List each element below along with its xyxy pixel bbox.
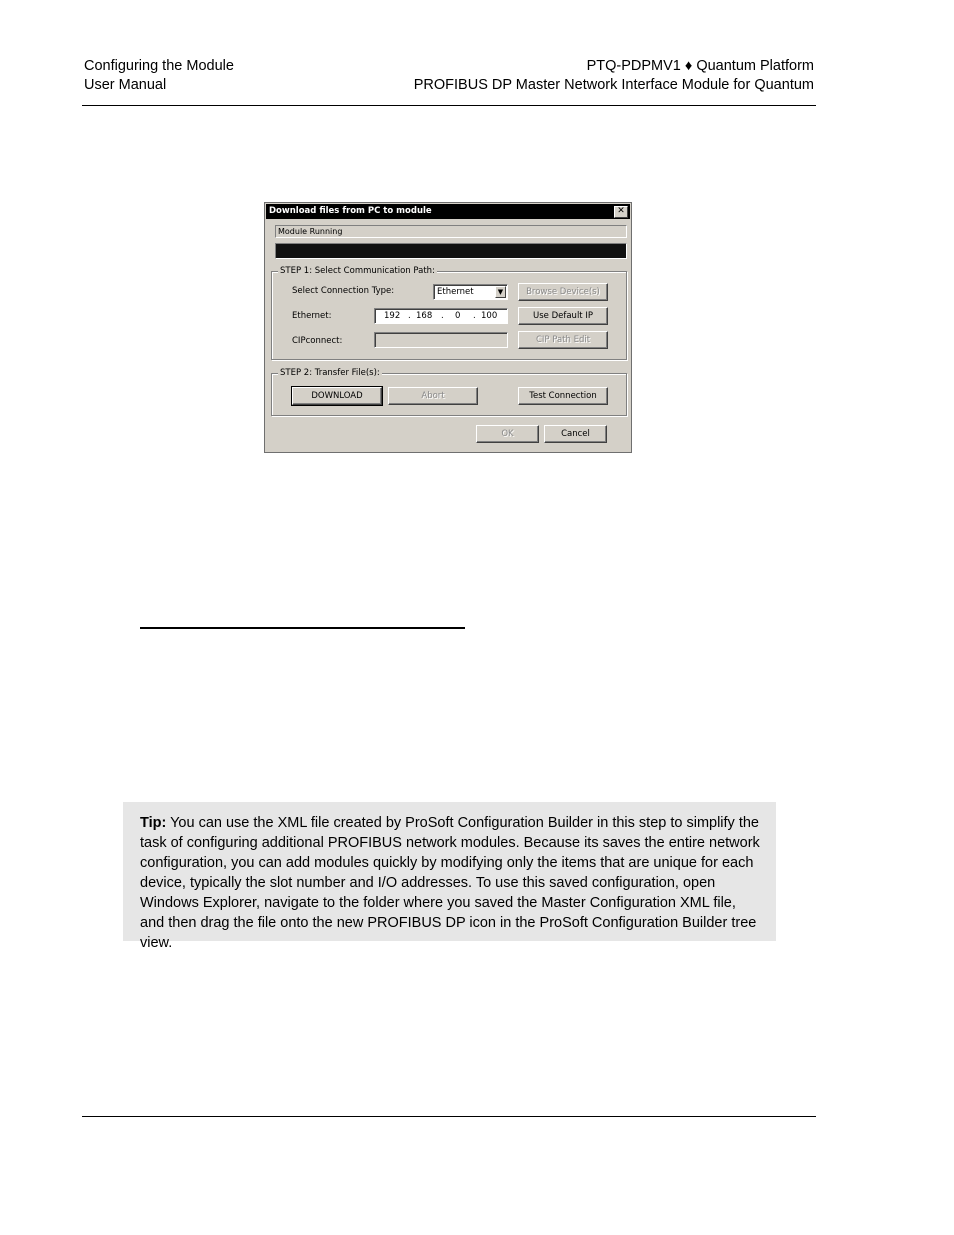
chevron-down-icon[interactable]: ▼: [495, 286, 506, 298]
ip-octet-4: 100: [481, 311, 498, 321]
browse-device-button[interactable]: Browse Device(s): [518, 283, 608, 301]
product-title: PTQ-PDPMV1 ♦ Quantum Platform: [586, 58, 814, 74]
ip-octet-1: 192: [384, 311, 401, 321]
ip-address-field[interactable]: [374, 308, 508, 324]
dialog-title: Download files from PC to module: [269, 206, 432, 216]
tip-text: You can use the XML file created by ProSoft Configuration Builder in this step to simplify the task of configuring additional PROFIBUS network modules. Because its saves the entire network configuration, you can add modules quickly by modifying only the items that are unique for each device, typically the slot number and I/O addresses. To use this saved configuration, open Windows Explorer, navigate to the folder where you saved the Master Configuration XML file, and then drag the file onto the new PROFIBUS DP icon in the ProSoft Configuration Builder tree view.: [140, 815, 760, 951]
section-underline: [140, 627, 465, 629]
progress-bar: [275, 243, 627, 259]
product-subtitle: PROFIBUS DP Master Network Interface Module for Quantum: [413, 77, 814, 93]
connection-type-value: Ethernet: [437, 287, 474, 297]
section-title: Configuring the Module: [84, 58, 234, 74]
download-dialog: [264, 202, 632, 453]
test-connection-button[interactable]: Test Connection: [518, 387, 608, 405]
tip-label: Tip:: [140, 815, 167, 831]
header-rule: [82, 105, 816, 106]
ip-octet-2: 168: [416, 311, 433, 321]
cipconnect-label: CIPconnect:: [292, 336, 343, 346]
cip-path-edit-button[interactable]: CIP Path Edit: [518, 331, 608, 349]
abort-button[interactable]: Abort: [388, 387, 478, 405]
header-left: [84, 57, 234, 95]
ip-dot: .: [473, 311, 476, 321]
connection-type-label: Select Connection Type:: [292, 286, 395, 296]
cipconnect-field[interactable]: [374, 332, 508, 348]
ip-dot: .: [408, 311, 411, 321]
use-default-ip-button[interactable]: Use Default IP: [518, 307, 608, 325]
step1-title: STEP 1: Select Communication Path:: [280, 266, 435, 276]
connection-type-select[interactable]: [433, 284, 508, 300]
doc-type: User Manual: [84, 77, 167, 93]
ip-dot: .: [441, 311, 444, 321]
ethernet-label: Ethernet:: [292, 311, 332, 321]
dialog-titlebar: [266, 204, 630, 219]
ip-octet-3: 0: [455, 311, 461, 321]
ok-button[interactable]: OK: [476, 425, 539, 443]
tip-box: [123, 802, 776, 951]
download-button[interactable]: DOWNLOAD: [292, 387, 382, 405]
status-field: Module Running: [275, 225, 627, 238]
close-icon[interactable]: ✕: [614, 206, 628, 218]
footer-rule: [82, 1116, 816, 1117]
step2-title: STEP 2: Transfer File(s):: [280, 368, 380, 378]
step2-group: [271, 368, 627, 416]
header-right: [414, 57, 814, 95]
cancel-button[interactable]: Cancel: [544, 425, 607, 443]
step1-group: [271, 266, 627, 360]
